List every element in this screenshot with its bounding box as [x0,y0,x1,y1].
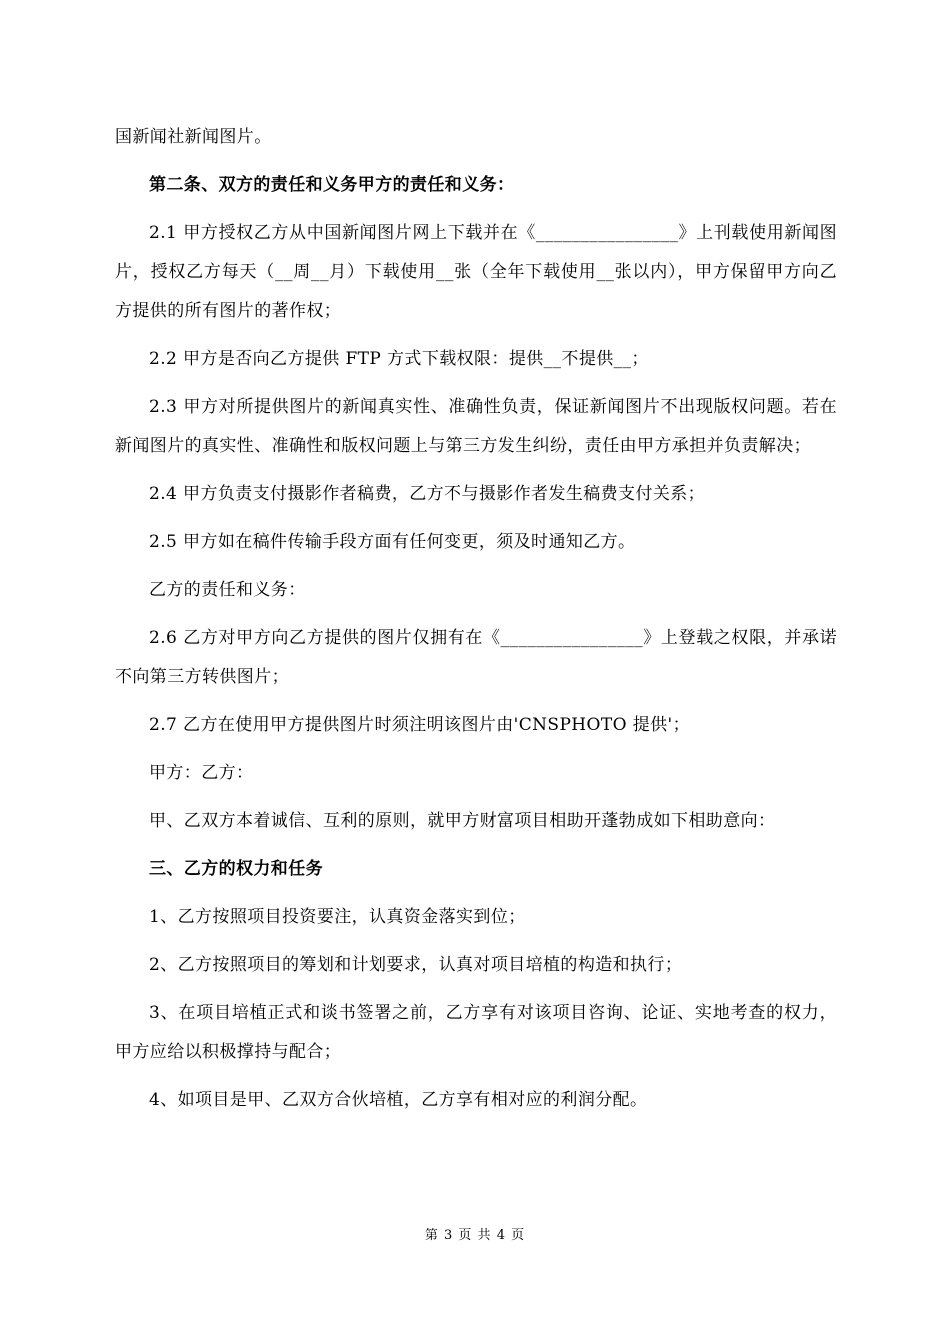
section-heading-2: 第二条、双方的责任和义务甲方的责任和义务： [149,175,515,195]
clause-2-5: 2.5 甲方如在稿件传输手段方面有任何变更，须及时通知乙方。 [149,532,636,552]
clause-2-2: 2.2 甲方是否向乙方提供 FTP 方式下载权限：提供__不提供__； [149,349,649,369]
section-heading-3: 三、乙方的权力和任务 [149,859,323,879]
item-4: 4、如项目是甲、乙双方合伙培植，乙方享有相对应的利润分配。 [149,1090,648,1110]
paragraph-1: 国新闻社新闻图片。 [115,127,272,147]
clause-2-1: 2.1 甲方授权乙方从中国新闻图片网上下载并在《________________》上刊载使用新闻图片，授权乙方每天（__周__月）下载使用__张（全年下载使用__张以内），甲方保留甲方向乙方提供的所有图片的著作权； [115,223,837,321]
clause-2-4: 2.4 甲方负责支付摄影作者稿费，乙方不与摄影作者发生稿费支付关系； [149,484,706,504]
page-number-footer: 第 3 页 共 4 页 [424,1228,526,1243]
clause-2-6: 2.6 乙方对甲方向乙方提供的图片仅拥有在《________________》上登载之权限，并承诺不向第三方转供图片； [115,628,837,687]
document-body [115,118,837,1129]
item-3: 3、在项目培植正式和谈书签署之前，乙方享有对该项目咨询、论证、实地考查的权力，甲方应给以积极撑持与配合； [115,1003,837,1062]
party-b-duties-heading: 乙方的责任和义务： [149,580,306,600]
clause-2-3: 2.3 甲方对所提供图片的新闻真实性、准确性负责，保证新闻图片不出现版权问题。若在新闻图片的真实性、准确性和版权问题上与第三方发生纠纷，责任由甲方承担并负责解决； [115,397,837,456]
item-2: 2、乙方按照项目的筹划和计划要求，认真对项目培植的构造和执行； [149,955,683,975]
item-1: 1、乙方按照项目投资要注，认真资金落实到位； [149,907,526,927]
parties-line: 甲方：乙方： [149,763,254,783]
intro-paragraph: 甲、乙双方本着诚信、互利的原则，就甲方财富项目相助开蓬勃成如下相助意向： [149,811,776,831]
clause-2-7: 2.7 乙方在使用甲方提供图片时须注明该图片由'CNSPHOTO 提供'； [149,715,690,735]
